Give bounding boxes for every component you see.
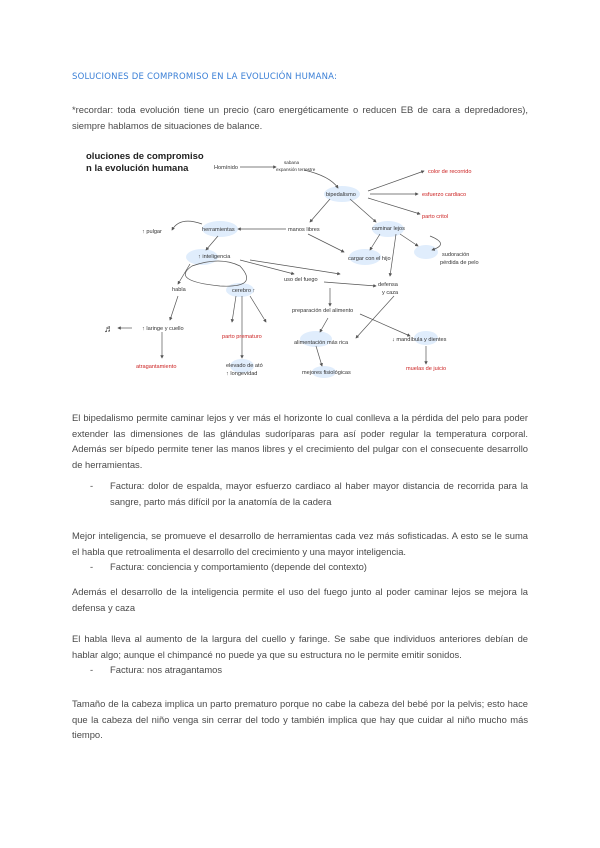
arrow <box>178 264 190 284</box>
arrow <box>308 234 344 252</box>
node-expansion: expansión terrestre <box>276 167 316 172</box>
arrow <box>250 260 340 274</box>
node-elevado-2: ↑ longevidad <box>226 371 258 377</box>
arrow <box>304 170 338 188</box>
arrow <box>240 260 294 274</box>
node-color-recorrido: color de recorrido <box>428 169 472 175</box>
node-muelas: muelas de juicio <box>406 366 447 372</box>
arrow <box>390 234 396 276</box>
node-manos: manos libres <box>288 227 320 233</box>
music-icon: ♬ <box>104 324 114 335</box>
node-mejores: mejores fisiológicas <box>302 370 351 376</box>
node-habla: habla <box>172 287 186 293</box>
node-sabana: sabana <box>284 160 300 165</box>
node-parto: parto critol <box>422 214 449 220</box>
bullet-text: Factura: dolor de espalda, mayor esfuerzo cardiaco al haber mayor distancia de recorrida para la sangre, parto más difícil por la anatomía de la cadera <box>110 480 528 507</box>
diagram-title-line1: oluciones de compromiso <box>86 151 204 162</box>
arrow <box>320 318 328 332</box>
paragraph-habla: El habla lleva al aumento de la largura del cuello y faringe. Se sabe que individuos anteriores debían de hablar algo; aunque el chimpancé no puede ya que su estructura no le permite emitir sonidos. <box>72 633 528 660</box>
bullet-dash: - <box>90 561 94 572</box>
node-sudoracion-2: pérdida de pelo <box>440 260 479 266</box>
feedback-loop <box>185 261 246 286</box>
paragraph-bipedalismo: El bipedalismo permite caminar lejos y ver más el horizonte lo cual conlleva a la pérdida del pelo para poder extender las dimensiones de las glándulas sudoríparas para así poder regular la temperatura corporal. Además ser bípedo permite tener las manos libres y el crecimiento del pulgar con el consecuente desarrollo de herramientas. <box>72 412 528 470</box>
node-atragantamiento: atragantamiento <box>136 364 177 370</box>
arrow <box>316 346 322 366</box>
bullet-text: Factura: nos atragantamos <box>110 664 223 675</box>
node-defensa-2: y caza <box>382 290 399 296</box>
arrow <box>232 296 236 322</box>
node-herramientas: herramientas <box>202 227 235 233</box>
node-sudoracion-1: sudoración <box>442 252 470 258</box>
node-elevado-1: elevado de ató <box>226 363 263 369</box>
page-title: SOLUCIONES DE COMPROMISO EN LA EVOLUCIÓN HUMANA: <box>72 72 338 82</box>
compromise-diagram <box>80 146 520 390</box>
node-uso-fuego: uso del fuego <box>284 277 318 283</box>
bullet-dash: - <box>90 480 94 491</box>
node-glow <box>414 245 438 259</box>
node-pulgar: ↑ pulgar <box>142 229 162 235</box>
node-preparacion: preparación del alimento <box>292 308 354 314</box>
bullet-factura-3 <box>90 662 528 678</box>
arrow <box>250 296 266 322</box>
node-esfuerzo: esfuerzo cardiaco <box>422 192 467 198</box>
node-defensa-1: defensa <box>378 282 398 288</box>
arrow <box>172 221 202 230</box>
node-bipedalismo: bipedalismo <box>326 192 356 198</box>
node-alimentacion: alimentación más rica <box>294 340 349 346</box>
arrow <box>400 234 418 246</box>
bullet-text: Factura: conciencia y comportamiento (depende del contexto) <box>110 561 367 572</box>
node-parto-prematuro: parto prematuro <box>222 334 262 340</box>
node-cerebro: cerebro ↑ <box>232 288 256 294</box>
arrow <box>310 199 330 222</box>
arrow <box>350 199 376 222</box>
node-mandibula: ↓ mandíbula y dientes <box>392 337 447 343</box>
bullet-factura-1 <box>90 478 528 509</box>
bullet-dash: - <box>90 664 94 675</box>
bullet-factura-2 <box>90 559 528 575</box>
arrow <box>356 296 394 338</box>
node-hominido: Homínido <box>214 165 238 171</box>
node-cargar: cargar con el hijo <box>348 256 391 262</box>
paragraph-cabeza: Tamaño de la cabeza implica un parto prematuro porque no cabe la cabeza del bebé por la pelvis; esto hace que la cabeza del niño venga sin cerrar del todo y también implica que hay que cuidar al niño mucho más tiempo. <box>72 698 528 740</box>
node-inteligencia: ↑ inteligencia <box>198 254 231 260</box>
arrow <box>368 198 420 214</box>
intro-note: *recordar: toda evolución tiene un precio (caro energéticamente o reducen EB de cara a depredadores), siempre hablamos de situaciones de balance. <box>72 104 528 131</box>
paragraph-fuego: Además el desarrollo de la inteligencia permite el uso del fuego junto al poder caminar lejos se mejora la defensa y caza <box>72 586 528 613</box>
node-caminar: caminar lejos <box>372 226 405 232</box>
node-laringe: ↑ laringe y cuello <box>142 326 184 332</box>
arrow <box>324 282 376 286</box>
diagram-title-line2: n la evolución humana <box>86 163 189 174</box>
paragraph-inteligencia: Mejor inteligencia, se promueve el desarrollo de herramientas cada vez más sofisticadas. A esto se le suma el habla que retroalimenta el desarrollo del crecimiento y una mayor inteligencia. <box>72 530 528 557</box>
arrow <box>206 236 218 250</box>
arrow <box>370 234 380 250</box>
arrow <box>368 171 424 191</box>
arrow <box>170 296 178 320</box>
